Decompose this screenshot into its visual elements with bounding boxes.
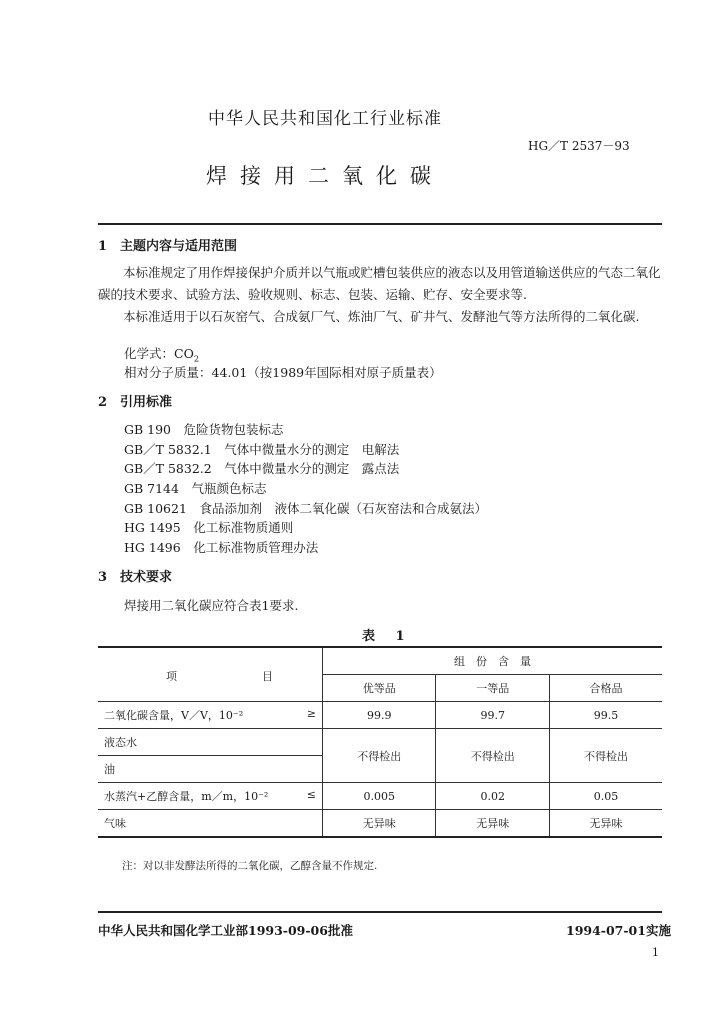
- table-cell: 无异味: [323, 810, 436, 838]
- specification-table: [98, 646, 662, 838]
- section-1-paragraph-1: 本标准规定了用作焊接保护介质并以气瓶或贮槽包装供应的液态以及用管道输送供应的气态二氧化碳的技术要求、试验方法、验收规则、标志、包装、运输、贮存、安全要求等.: [98, 265, 661, 302]
- table-cell: 0.02: [436, 783, 549, 810]
- grade-header: 合格品: [549, 675, 662, 702]
- grade-header: 优等品: [323, 675, 436, 702]
- section-3-paragraph: 焊接用二氧化碳应符合表1要求.: [124, 598, 299, 613]
- table-cell: 无异味: [436, 810, 549, 838]
- table-title: 表 1: [362, 629, 413, 644]
- document-title: 焊接用二氧化碳: [206, 164, 444, 188]
- table-row: [98, 729, 662, 756]
- grade-header: 一等品: [436, 675, 549, 702]
- molecular-mass: 相对分子质量：44.01（按1989年国际相对原子质量表）: [124, 365, 442, 380]
- row-label: 二氧化碳含量，V／V，10⁻² ≥: [98, 702, 323, 729]
- table-cell: 0.005: [323, 783, 436, 810]
- issuing-organization: 中华人民共和国化工行业标准: [208, 109, 442, 129]
- reference-item: GB 7144 气瓶颜色标志: [124, 481, 267, 496]
- table-row: [98, 810, 662, 838]
- table-cell: 不得检出: [549, 729, 662, 783]
- table-note: 注：对以非发酵法所得的二氧化碳，乙醇含量不作规定.: [122, 860, 378, 872]
- header-rule: [98, 223, 662, 225]
- reference-item: GB／T 5832.2 气体中微量水分的测定 露点法: [124, 461, 400, 476]
- row-label: 油: [98, 756, 323, 783]
- page-number: 1: [652, 946, 659, 959]
- section-1-heading: 1 主题内容与适用范围: [98, 239, 238, 254]
- section-2-heading: 2 引用标准: [98, 395, 173, 410]
- table-cell: 不得检出: [436, 729, 549, 783]
- table-cell: 99.9: [323, 702, 436, 729]
- approval-line: 中华人民共和国化学工业部1993-09-06批准: [98, 923, 353, 938]
- chemical-formula: 化学式：$CO_2$: [124, 346, 199, 364]
- reference-item: GB 190 危险货物包装标志: [124, 422, 284, 437]
- table-row: [98, 702, 662, 729]
- row-label: 水蒸汽+乙醇含量，m／m，10⁻² ≤: [98, 783, 323, 810]
- standard-code: HG／T 2537－93: [528, 139, 630, 153]
- table-cell: 0.05: [549, 783, 662, 810]
- reference-item: GB／T 5832.1 气体中微量水分的测定 电解法: [124, 442, 400, 457]
- table-item-header: 项 目: [98, 647, 323, 702]
- footer-rule: [98, 911, 662, 913]
- table-cell: 不得检出: [323, 729, 436, 783]
- table-row: [98, 783, 662, 810]
- table-group-header: 组 份 含 量: [323, 647, 663, 675]
- effective-date: 1994-07-01实施: [566, 923, 671, 938]
- row-label: 液态水: [98, 729, 323, 756]
- section-3-heading: 3 技术要求: [98, 570, 173, 585]
- section-1-paragraph-2: 本标准适用于以石灰窑气、合成氨厂气、炼油厂气、矿井气、发酵池气等方法所得的二氧化碳.: [123, 309, 640, 324]
- reference-item: HG 1495 化工标准物质通则: [124, 520, 294, 535]
- reference-item: GB 10621 食品添加剂 液体二氧化碳（石灰窑法和合成氨法）: [124, 501, 487, 516]
- reference-item: HG 1496 化工标准物质管理办法: [124, 540, 319, 555]
- table-cell: 99.7: [436, 702, 549, 729]
- table-cell: 无异味: [549, 810, 662, 838]
- row-label: 气味: [98, 810, 323, 838]
- table-cell: 99.5: [549, 702, 662, 729]
